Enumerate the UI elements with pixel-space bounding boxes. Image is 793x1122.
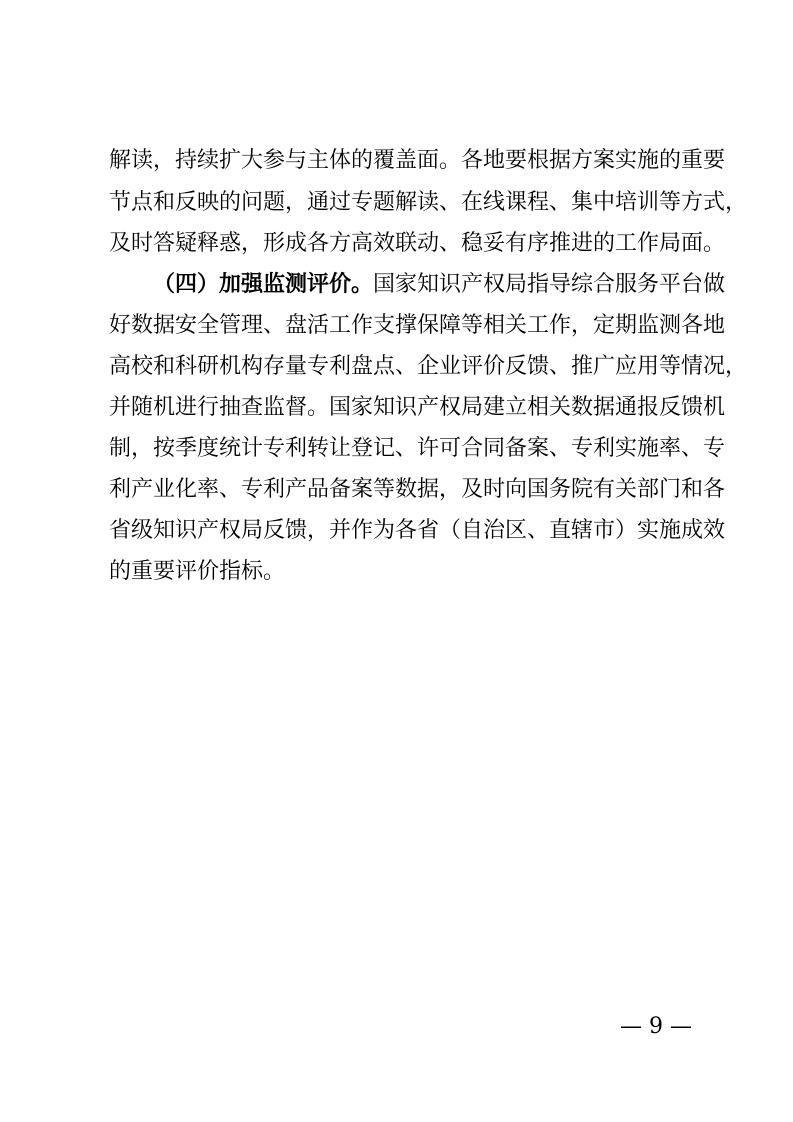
paragraph-2-line-7: 省级知识产权局反馈，并作为各省（自治区、直辖市）实施成效 <box>109 518 726 543</box>
paragraph-2-line-2: 好数据安全管理、盘活工作支撑保障等相关工作，定期监测各地 <box>109 313 726 338</box>
page-number: — 9 — <box>620 1014 692 1039</box>
paragraph-2-line-1 <box>153 270 726 300</box>
paragraph-2-line-3: 高校和科研机构存量专利盘点、企业评价反馈、推广应用等情况， <box>109 354 748 379</box>
paragraph-2-line-8: 的重要评价指标。 <box>109 559 286 584</box>
section-heading: （四）加强监测评价。 <box>153 272 374 297</box>
paragraph-2-line-6: 利产业化率、专利产品备案等数据，及时向国务院有关部门和各 <box>109 477 726 502</box>
paragraph-2-line-4: 并随机进行抽查监督。国家知识产权局建立相关数据通报反馈机 <box>109 395 726 420</box>
paragraph-2-line-1-text: 国家知识产权局指导综合服务平台做 <box>373 272 726 297</box>
paragraph-1-line-1: 解读，持续扩大参与主体的覆盖面。各地要根据方案实施的重要 <box>109 148 726 173</box>
paragraph-1-line-3: 及时答疑释惑，形成各方高效联动、稳妥有序推进的工作局面。 <box>109 231 726 256</box>
paragraph-2-line-5: 制，按季度统计专利转让登记、许可合同备案、专利实施率、专 <box>109 436 726 461</box>
paragraph-1-line-2: 节点和反映的问题，通过专题解读、在线课程、集中培训等方式， <box>109 190 748 215</box>
